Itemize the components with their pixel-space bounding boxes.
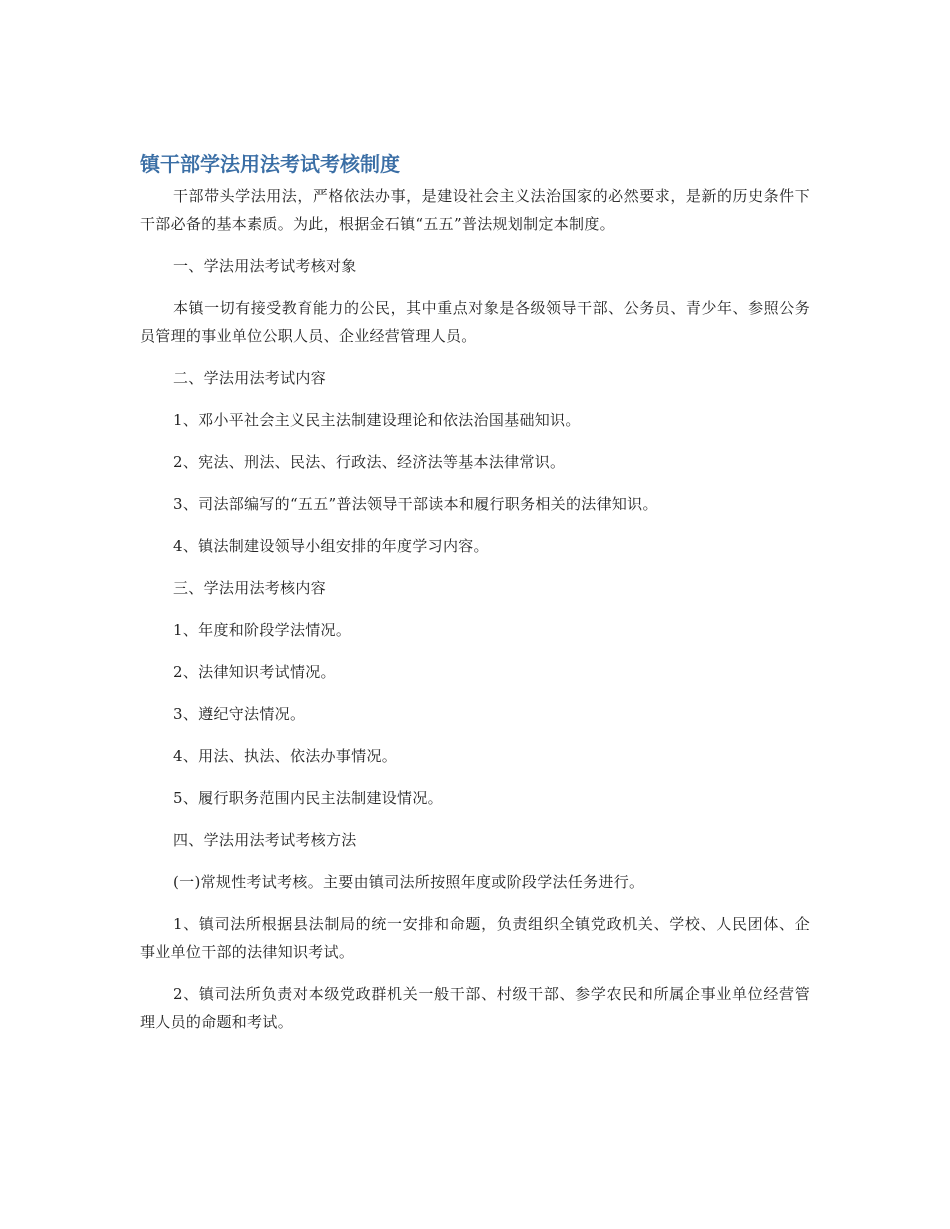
list-item: 4、镇法制建设领导小组安排的年度学习内容。 (173, 537, 489, 555)
list-item: 3、遵纪守法情况。 (173, 705, 306, 723)
intro-paragraph: 干部带头学法用法，严格依法办事，是建设社会主义法治国家的必然要求，是新的历史条件下干部必备的基本素质。为此，根据金石镇“五五”普法规划制定本制度。 (140, 187, 810, 233)
list-item: 3、司法部编写的“五五”普法领导干部读本和履行职务相关的法律知识。 (173, 495, 658, 513)
list-item: 2、法律知识考试情况。 (173, 663, 336, 681)
section-heading-4: 四、学法用法考试考核方法 (173, 831, 357, 849)
list-item: 1、镇司法所根据县法制局的统一安排和命题，负责组织全镇党政机关、学校、人民团体、企事业单位干部的法律知识考试。 (140, 915, 810, 961)
body-paragraph: 本镇一切有接受教育能力的公民，其中重点对象是各级领导干部、公务员、青少年、参照公务员管理的事业单位公职人员、企业经营管理人员。 (140, 299, 810, 345)
list-item: 2、镇司法所负责对本级党政群机关一般干部、村级干部、参学农民和所属企事业单位经营管理人员的命题和考试。 (140, 985, 810, 1031)
section-heading-1: 一、学法用法考试考核对象 (173, 257, 357, 275)
list-item: 5、履行职务范围内民主法制建设情况。 (173, 789, 443, 807)
document-title: 镇干部学法用法考试考核制度 (140, 152, 400, 176)
section-heading-2: 二、学法用法考试内容 (173, 369, 327, 387)
list-item: 2、宪法、刑法、民法、行政法、经济法等基本法律常识。 (173, 453, 566, 471)
list-item: 4、用法、执法、依法办事情况。 (173, 747, 398, 765)
subsection-paragraph: (一)常规性考试考核。主要由镇司法所按照年度或阶段学法任务进行。 (173, 873, 645, 891)
section-heading-3: 三、学法用法考核内容 (173, 579, 327, 597)
list-item: 1、邓小平社会主义民主法制建设理论和依法治国基础知识。 (173, 411, 581, 429)
document-page (140, 148, 810, 1050)
list-item: 1、年度和阶段学法情况。 (173, 621, 352, 639)
